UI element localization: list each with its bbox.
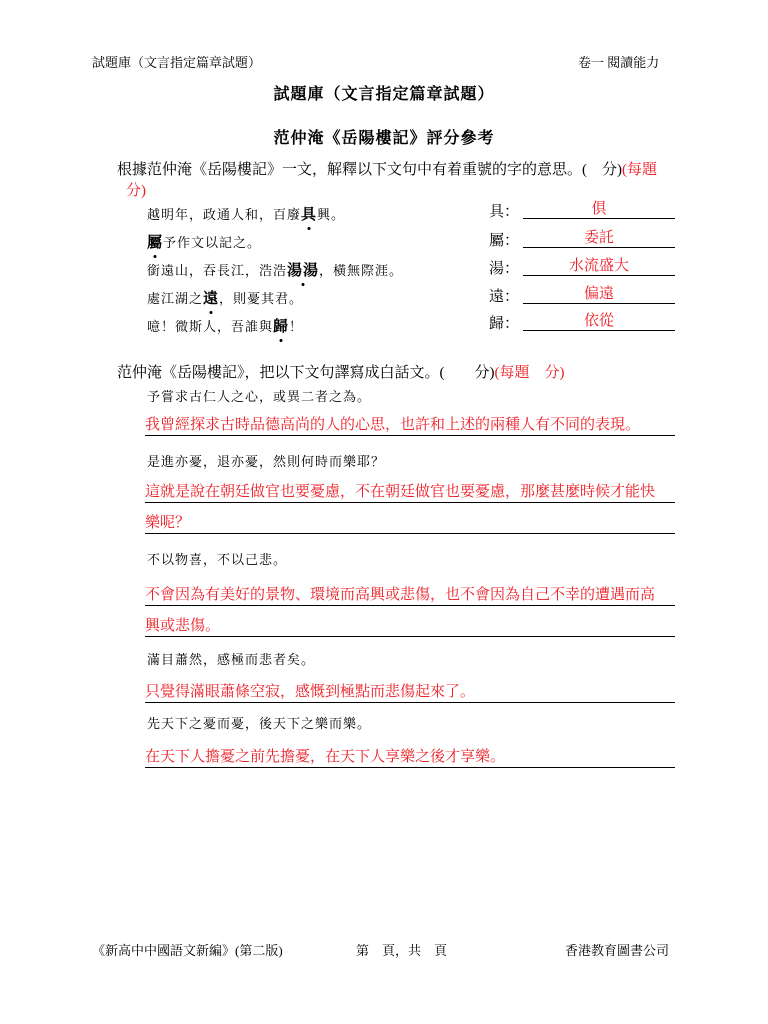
emphasised-char bbox=[287, 261, 319, 279]
vocab-key: 歸： bbox=[489, 316, 520, 332]
emphasised-char-text: 歸 bbox=[273, 317, 290, 335]
emphasis-dot bbox=[154, 255, 157, 258]
section1-question bbox=[147, 259, 403, 280]
answer-blank: 偏遠 bbox=[523, 285, 675, 304]
section1-score-note-continued: 分) bbox=[126, 183, 146, 199]
translation-answer-line: 在天下人擔憂之前先擔憂，在天下人享樂之後才享樂。 bbox=[145, 747, 675, 768]
emphasised-char-text: 湯湯 bbox=[287, 261, 320, 279]
section1-question bbox=[147, 287, 303, 308]
question-text: 興。 bbox=[317, 208, 346, 223]
emphasised-char-text: 遠 bbox=[203, 289, 220, 307]
section2-score-note: (每題 分) bbox=[494, 365, 565, 381]
section1-instruction-text: 根據范仲淹《岳陽樓記》一文，解釋以下文句中有着重號的字的意思。( 分) bbox=[117, 162, 622, 178]
emphasised-char bbox=[301, 205, 317, 223]
emphasis-dot bbox=[280, 339, 283, 342]
translation-question: 不以物喜，不以己悲。 bbox=[147, 553, 288, 568]
section1-instruction bbox=[117, 158, 657, 179]
vocab-key: 具： bbox=[489, 204, 520, 220]
emphasised-char bbox=[147, 233, 163, 251]
translation-answer-line: 不會因為有美好的景物、環境而高興或悲傷，也不會因為自己不幸的遭遇而高 bbox=[145, 585, 675, 606]
question-text: 噫！微斯人，吾誰與 bbox=[147, 320, 274, 335]
answer-blank: 俱 bbox=[523, 200, 675, 219]
question-text: ！ bbox=[289, 320, 304, 335]
emphasis-dot bbox=[308, 227, 311, 230]
translation-answer-line: 這就是說在朝廷做官也要憂慮，不在朝廷做官也要憂慮，那麼甚麼時候才能快 bbox=[145, 482, 675, 503]
translation-question: 是進亦憂，退亦憂，然則何時而樂耶？ bbox=[147, 455, 386, 470]
section2-instruction-text: 范仲淹《岳陽樓記》，把以下文句譯寫成白話文。( 分) bbox=[117, 365, 495, 381]
page-title: 試題庫（文言指定篇章試題） bbox=[273, 84, 495, 103]
section2-instruction bbox=[117, 361, 565, 382]
section1-question bbox=[147, 203, 345, 224]
question-text: 處江湖之 bbox=[147, 292, 204, 307]
answer-blank: 依從 bbox=[523, 312, 675, 331]
translation-question: 滿目蕭然，感極而悲者矣。 bbox=[147, 653, 316, 668]
emphasised-char bbox=[203, 289, 219, 307]
running-header-left: 試題庫（文言指定篇章試題） bbox=[92, 55, 262, 70]
running-header-right: 卷一 閱讀能力 bbox=[578, 55, 660, 70]
question-text: 銜遠山，吞長江，浩浩 bbox=[147, 264, 288, 279]
page-subtitle: 范仲淹《岳陽樓記》評分參考 bbox=[273, 128, 495, 147]
translation-answer-line: 興或悲傷。 bbox=[145, 616, 675, 637]
translation-question: 先天下之憂而憂，後天下之樂而樂。 bbox=[147, 717, 372, 732]
emphasised-char bbox=[273, 317, 289, 335]
translation-answer-line: 只覺得滿眼蕭條空寂，感慨到極點而悲傷起來了。 bbox=[145, 682, 675, 703]
translation-question: 予嘗求古仁人之心，或異二者之為。 bbox=[147, 390, 372, 405]
answer-blank: 水流盛大 bbox=[523, 257, 675, 276]
footer-page-number: 第 頁，共 頁 bbox=[356, 943, 448, 958]
emphasis-dot bbox=[302, 283, 305, 286]
question-text: ，則憂其君。 bbox=[219, 292, 304, 307]
footer-left: 《新高中中國語文新編》(第二版) bbox=[92, 943, 283, 958]
emphasised-char-text: 屬 bbox=[147, 233, 164, 251]
section1-question bbox=[147, 315, 303, 336]
emphasised-char-text: 具 bbox=[301, 205, 318, 223]
translation-answer-line: 樂呢？ bbox=[145, 513, 675, 534]
emphasis-dot bbox=[210, 311, 213, 314]
answer-blank: 委託 bbox=[523, 229, 675, 248]
section1-question bbox=[147, 231, 261, 252]
section1-score-note: (每題 bbox=[622, 162, 657, 178]
vocab-key: 遠： bbox=[489, 289, 520, 305]
question-text: ，橫無際涯。 bbox=[319, 264, 404, 279]
translation-answer-line: 我曾經探求古時品德高尚的人的心思，也許和上述的兩種人有不同的表現。 bbox=[145, 415, 675, 436]
footer-publisher: 香港教育圖書公司 bbox=[565, 943, 670, 958]
question-text: 予作文以記之。 bbox=[163, 236, 262, 251]
vocab-key: 屬： bbox=[489, 233, 520, 249]
question-text: 越明年，政通人和，百廢 bbox=[147, 208, 302, 223]
vocab-key: 湯： bbox=[489, 261, 520, 277]
